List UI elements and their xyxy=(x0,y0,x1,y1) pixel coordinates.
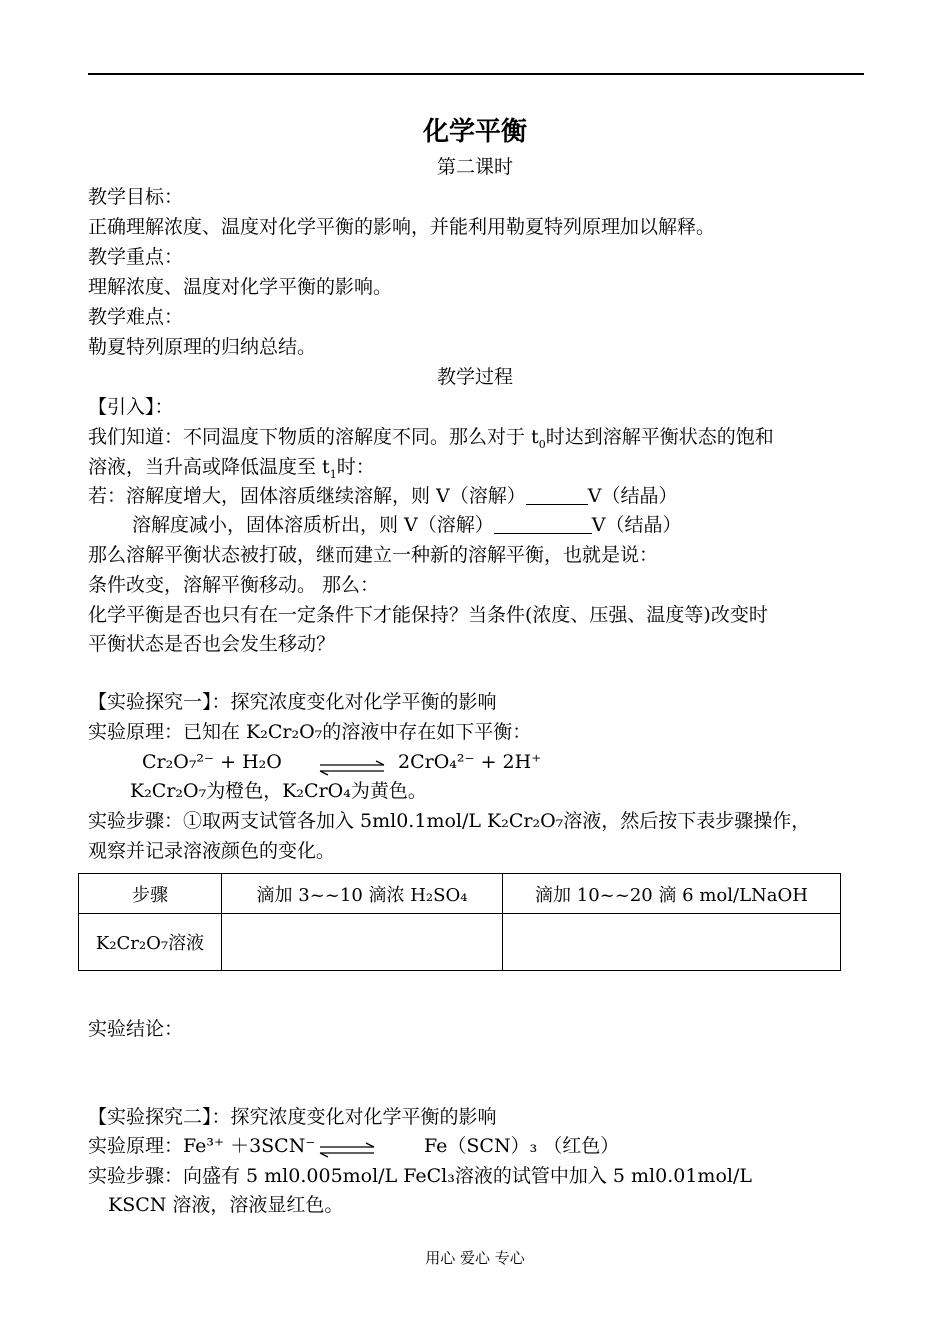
blank-2[interactable] xyxy=(494,515,592,534)
objectives-label: 教学目标： xyxy=(88,186,184,208)
experiment-2-steps-1: 实验步骤：向盛有 5 ml0.005mol/L FeCl₃溶液的试管中加入 5 ml0.01mol/L xyxy=(88,1165,752,1187)
table-cell[interactable] xyxy=(503,914,841,971)
process-heading: 教学过程 xyxy=(436,366,513,388)
table-row xyxy=(79,914,841,971)
difficulty-label: 教学难点： xyxy=(88,306,184,328)
question-line-1: 化学平衡是否也只有在一定条件下才能保持？当条件(浓度、压强、温度等)改变时 xyxy=(88,604,768,626)
experiment-1-equation-right: 2CrO₄²⁻ + 2H⁺ xyxy=(398,751,542,773)
experiment-1-color-note: K₂Cr₂O₇为橙色，K₂CrO₄为黄色。 xyxy=(130,780,427,802)
experiment-2-steps-2: KSCN 溶液，溶液显红色。 xyxy=(108,1194,344,1216)
header-rule xyxy=(88,73,864,75)
if-decrease-line: 溶解度减小，固体溶质析出，则 V（溶解） V（结晶） xyxy=(132,514,682,536)
experiment-table xyxy=(78,873,841,971)
page-title: 化学平衡 xyxy=(422,117,527,147)
intro-line-1: 我们知道：不同温度下物质的溶解度不同。那么对于 $t_0$时达到溶解平衡状态的饱和 xyxy=(88,426,774,451)
experiment-2-title: 【实验探究二】：探究浓度变化对化学平衡的影响 xyxy=(88,1106,497,1128)
table-header-cell: 滴加 10~~20 滴 6 mol/LNaOH xyxy=(503,874,841,914)
experiment-1-principle: 实验原理：已知在 K₂Cr₂O₇的溶液中存在如下平衡： xyxy=(88,721,532,743)
table-header-cell: 滴加 3~~10 滴浓 H₂SO₄ xyxy=(222,874,503,914)
experiment-1-title: 【实验探究一】：探究浓度变化对化学平衡的影响 xyxy=(88,691,497,713)
if-increase-line: 若：溶解度增大，固体溶质继续溶解，则 V（溶解） V（结晶） xyxy=(88,485,678,507)
table-header-cell: 步骤 xyxy=(79,874,222,914)
equilibrium-arrows-icon xyxy=(318,758,390,780)
condition-text: 条件改变，溶解平衡移动。 那么： xyxy=(88,574,380,596)
table-cell[interactable] xyxy=(222,914,503,971)
key-text: 理解浓度、温度对化学平衡的影响。 xyxy=(88,276,393,298)
experiment-1-steps-2: 观察并记录溶液颜色的变化。 xyxy=(88,840,336,862)
experiment-2-principle-right: Fe（SCN）₃ （红色） xyxy=(424,1135,620,1157)
intro-label: 【引入】： xyxy=(88,396,174,418)
table-header-row xyxy=(79,874,841,914)
blank-1[interactable] xyxy=(526,486,588,505)
experiment-1-equation-left: Cr₂O₇²⁻ + H₂O xyxy=(142,751,282,773)
difficulty-text: 勒夏特列原理的归纳总结。 xyxy=(88,336,317,358)
table-row-label: K₂Cr₂O₇溶液 xyxy=(79,914,222,971)
objectives-text: 正确理解浓度、温度对化学平衡的影响，并能利用勒夏特列原理加以解释。 xyxy=(88,216,716,238)
break-text: 那么溶解平衡状态被打破，继而建立一种新的溶解平衡，也就是说： xyxy=(88,544,659,566)
page-footer: 用心 爱心 专心 xyxy=(425,1249,525,1267)
conclusion-label: 实验结论： xyxy=(88,1018,184,1040)
intro-line-2: 溶液，当升高或降低温度至 $t_1$时： xyxy=(88,456,375,481)
question-line-2: 平衡状态是否也会发生移动？ xyxy=(88,633,336,655)
page-subtitle: 第二课时 xyxy=(436,156,513,178)
key-label: 教学重点： xyxy=(88,246,184,268)
equilibrium-arrows-icon xyxy=(318,1140,380,1162)
experiment-2-principle-left: 实验原理：Fe³⁺ ＋3SCN⁻ xyxy=(88,1135,316,1157)
experiment-1-steps-1: 实验步骤：①取两支试管各加入 5ml0.1mol/L K₂Cr₂O₇溶液，然后按下表步骤操作， xyxy=(88,810,811,832)
